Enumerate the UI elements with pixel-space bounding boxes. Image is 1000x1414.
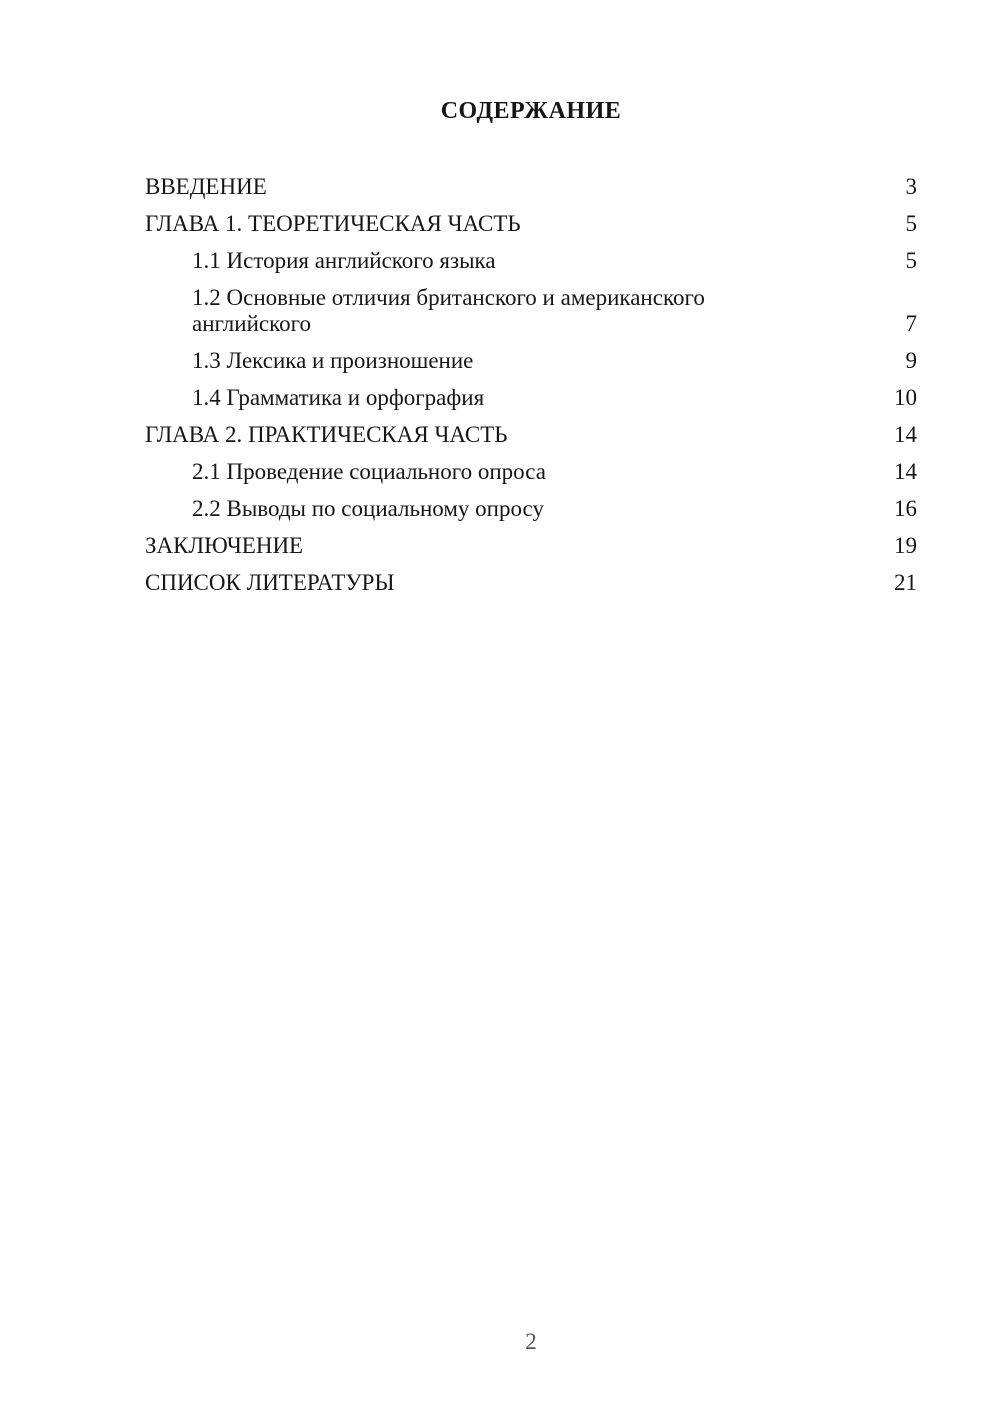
toc-entry-2-2: [145, 496, 917, 522]
toc-entry-introduction: [145, 174, 917, 200]
toc-entry-label: 2.1 Проведение социального опроса: [192, 459, 546, 484]
page-title: СОДЕРЖАНИЕ: [440, 98, 622, 124]
toc-entry-page: 21: [894, 570, 917, 595]
toc-entry-page: 7: [905, 311, 917, 336]
toc-entry-label: 1.4 Грамматика и орфография: [192, 385, 485, 410]
toc-entry-page: 10: [894, 385, 917, 410]
toc-entry-label: ЗАКЛЮЧЕНИЕ: [145, 533, 304, 558]
toc-entry-page: 3: [905, 174, 917, 199]
toc-entry-label: 1.3 Лексика и произношение: [192, 348, 474, 373]
toc-entry-label: 1.2 Основные отличия британского и американского английского: [192, 285, 705, 336]
toc-entry-page: 14: [894, 422, 917, 447]
toc-entry-page: 5: [905, 248, 917, 273]
toc-entry-label: ВВЕДЕНИЕ: [145, 174, 267, 199]
toc-entry-1-4: [145, 385, 917, 411]
page-number-footer: 2: [525, 1329, 537, 1354]
page-content: [145, 0, 917, 607]
toc-entry-chapter-1: [145, 211, 917, 237]
toc-entry-page: 5: [905, 211, 917, 236]
toc-entry-conclusion: [145, 533, 917, 559]
toc-entry-2-1: [145, 459, 917, 485]
toc-entry-label: ГЛАВА 1. ТЕОРЕТИЧЕСКАЯ ЧАСТЬ: [145, 211, 521, 236]
toc-entry-page: 19: [894, 533, 917, 558]
toc-entry-label: 2.2 Выводы по социальному опросу: [192, 496, 544, 521]
toc-entry-chapter-2: [145, 422, 917, 448]
toc-entry-1-2: [145, 285, 917, 337]
toc-entry-label: 1.1 История английского языка: [192, 248, 496, 273]
toc-entry-1-3: [145, 348, 917, 374]
toc-entry-bibliography: [145, 570, 917, 596]
toc-entry-label: СПИСОК ЛИТЕРАТУРЫ: [145, 570, 395, 595]
table-of-contents: [145, 174, 917, 596]
toc-entry-page: 9: [905, 348, 917, 373]
toc-entry-1-1: [145, 248, 917, 274]
toc-entry-label: ГЛАВА 2. ПРАКТИЧЕСКАЯ ЧАСТЬ: [145, 422, 508, 447]
toc-entry-page: 16: [894, 496, 917, 521]
toc-entry-page: 14: [894, 459, 917, 484]
